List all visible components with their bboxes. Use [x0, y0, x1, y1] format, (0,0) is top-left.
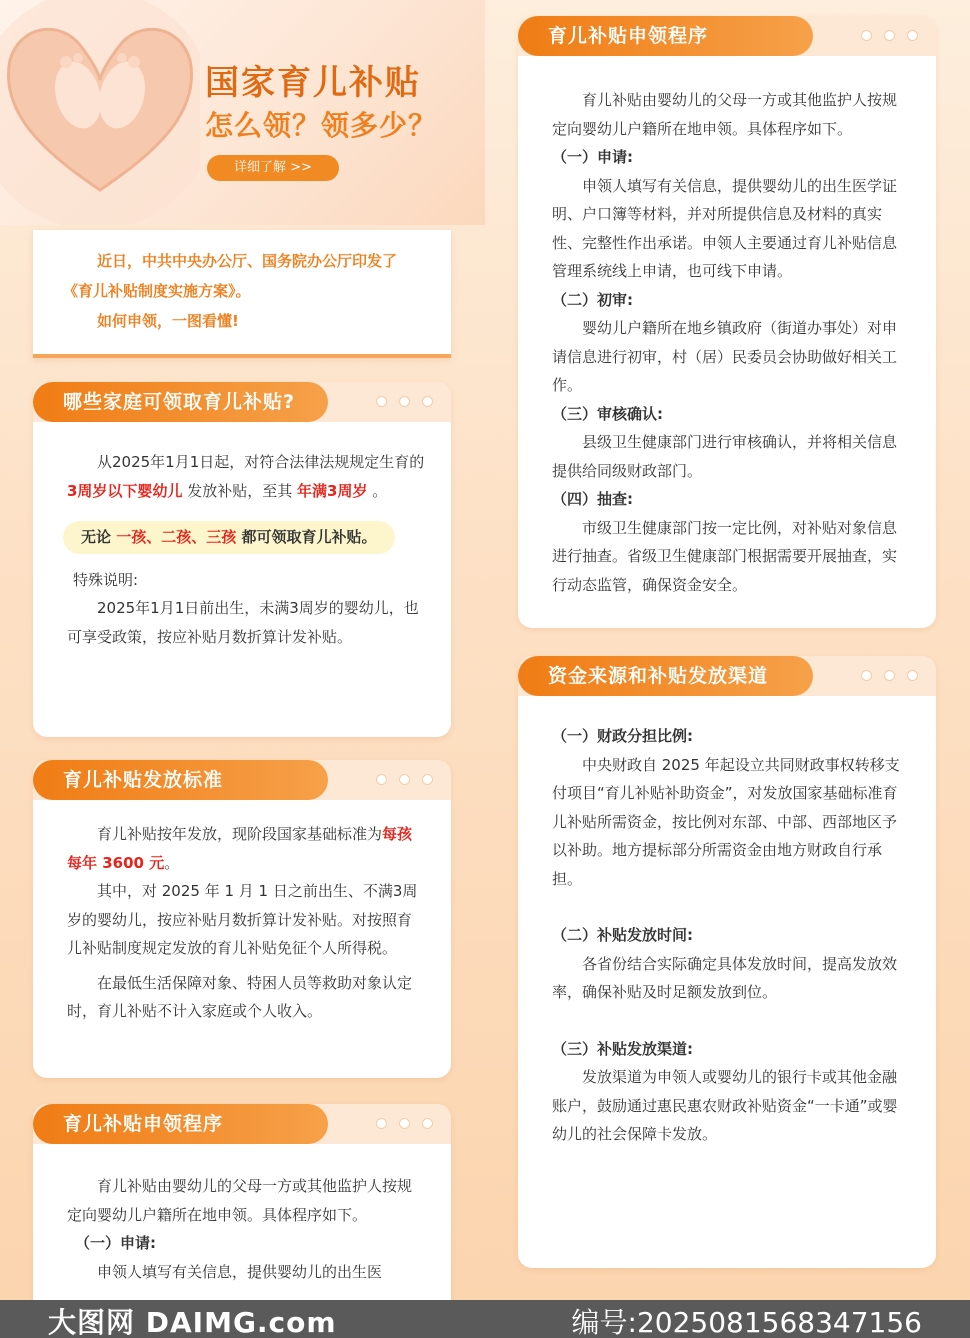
procedure-card-left [33, 1104, 451, 1314]
funding-text-time: 各省份结合实际确定具体发放时间，提高发放效率，确保补贴及时足额发放到位。 [552, 954, 898, 1001]
hero-banner [0, 0, 485, 225]
decorative-dots [861, 30, 918, 41]
watermark-logo: 大图网 DAIMG.com [48, 1306, 337, 1338]
decorative-dots [376, 774, 433, 785]
intro-card [33, 230, 451, 358]
card-header [518, 16, 936, 56]
standard-paragraph-1: 育儿补贴按年发放，现阶段国家基础标准为每孩每年 3600 元。 [67, 825, 413, 872]
funding-heading-ratio: （一）财政分担比例: [552, 727, 693, 745]
procedure-body [552, 86, 910, 599]
hero-title: 国家育儿补贴 [205, 63, 421, 103]
procedure-intro: 育儿补贴由婴幼儿的父母一方或其他监护人按规定向婴幼儿户籍所在地申领。具体程序如下。 [67, 1177, 413, 1224]
section-title: 哪些家庭可领取育儿补贴? [33, 382, 328, 422]
card-header [33, 382, 451, 422]
intro-tagline: 如何申领，一图看懂! [97, 312, 239, 330]
highlight-banner: 无论 一孩、二孩、三孩 都可领取育儿补贴。 [63, 521, 395, 554]
funding-card [518, 656, 936, 1268]
procedure-intro: 育儿补贴由婴幼儿的父母一方或其他监护人按规定向婴幼儿户籍所在地申领。具体程序如下。 [552, 91, 898, 138]
step-heading-apply: （一）申请: [552, 148, 633, 166]
intro-text: 近日，中共中央办公厅、国务院办公厅印发了《育儿补贴制度实施方案》。 [63, 252, 398, 300]
section-title: 育儿补贴发放标准 [33, 760, 328, 800]
learn-more-button[interactable]: 详细了解 >> [207, 155, 339, 181]
funding-text-ratio: 中央财政自 2025 年起设立共同财政事权转移支付项目“育儿补贴补助资金”，对发放国家基础标准育儿补贴所需资金，按比例对东部、中部、西部地区予以补助。地方提标部分所需资金由地方财政自行承担。 [552, 755, 900, 888]
eligibility-card [33, 382, 451, 737]
section-title: 育儿补贴申领程序 [33, 1104, 328, 1144]
step-text-preliminary: 婴幼儿户籍所在地乡镇政府（街道办事处）对申请信息进行初审，村（居）民委员会协助做好相关工作。 [552, 319, 898, 394]
card-header [518, 656, 936, 696]
special-note-text: 2025年1月1日前出生，未满3周岁的婴幼儿，也可享受政策，按应补贴月数折算计发补贴。 [67, 599, 419, 646]
step-heading-preliminary: （二）初审: [552, 290, 633, 309]
standard-card [33, 760, 451, 1078]
section-title: 资金来源和补贴发放渠道 [518, 656, 813, 696]
standard-paragraph-3: 在最低生活保障对象、特困人员等救助对象认定时，育儿补贴不计入家庭或个人收入。 [67, 973, 413, 1020]
step-text-confirm: 县级卫生健康部门进行审核确认，并将相关信息提供给同级财政部门。 [552, 433, 898, 480]
special-note-label: 特殊说明: [73, 570, 139, 589]
card-header [33, 1104, 451, 1144]
step-text-spotcheck: 市级卫生健康部门按一定比例，对补贴对象信息进行抽查。省级卫生健康部门根据需要开展抽查，实行动态监管，确保资金安全。 [552, 518, 898, 594]
heart-hands-baby-feet-illustration [0, 0, 200, 225]
funding-heading-channel: （三）补贴发放渠道: [552, 1039, 693, 1058]
eligibility-paragraph: 从2025年1月1日起，对符合法律法规规定生育的 3周岁以下婴幼儿 发放补贴，至其 年满3周岁 。 [67, 453, 425, 500]
hero-subtitle: 怎么领？领多少？ [205, 109, 438, 142]
step-heading: （一）申请: [75, 1234, 156, 1252]
standard-paragraph-2: 其中，对 2025 年 1 月 1 日之前出生、不满3周岁的婴幼儿，按应补贴月数折算计发补贴。对按照育儿补贴制度规定发放的育儿补贴免征个人所得税。 [67, 882, 418, 957]
section-title: 育儿补贴申领程序 [518, 16, 813, 56]
eligibility-body [67, 448, 425, 651]
decorative-dots [376, 396, 433, 407]
card-header [33, 760, 451, 800]
procedure-card [518, 16, 936, 628]
funding-heading-time: （二）补贴发放时间: [552, 926, 693, 944]
decorative-dots [861, 670, 918, 681]
standard-body [67, 820, 425, 1026]
step-text-apply: 申领人填写有关信息，提供婴幼儿的出生医学证明、户口簿等材料，并对所提供信息及材料的真实性、完整性作出承诺。申领人主要通过育儿补贴信息管理系统线上申请，也可线下申请。 [552, 176, 898, 280]
watermark-id: 编号:20250815683471​56 [571, 1306, 922, 1338]
step-heading-spotcheck: （四）抽查: [552, 490, 633, 508]
procedure-left-body [67, 1172, 425, 1286]
funding-body [552, 722, 910, 1149]
decorative-dots [376, 1118, 433, 1129]
watermark-bar [0, 1300, 970, 1338]
funding-text-channel: 发放渠道为申领人或婴幼儿的银行卡或其他金融账户，鼓励通过惠民惠农财政补贴资金“一卡通”或婴幼儿的社会保障卡发放。 [552, 1068, 898, 1143]
step-text: 申领人填写有关信息，提供婴幼儿的出生医 [97, 1262, 383, 1281]
step-heading-confirm: （三）审核确认: [552, 404, 663, 423]
